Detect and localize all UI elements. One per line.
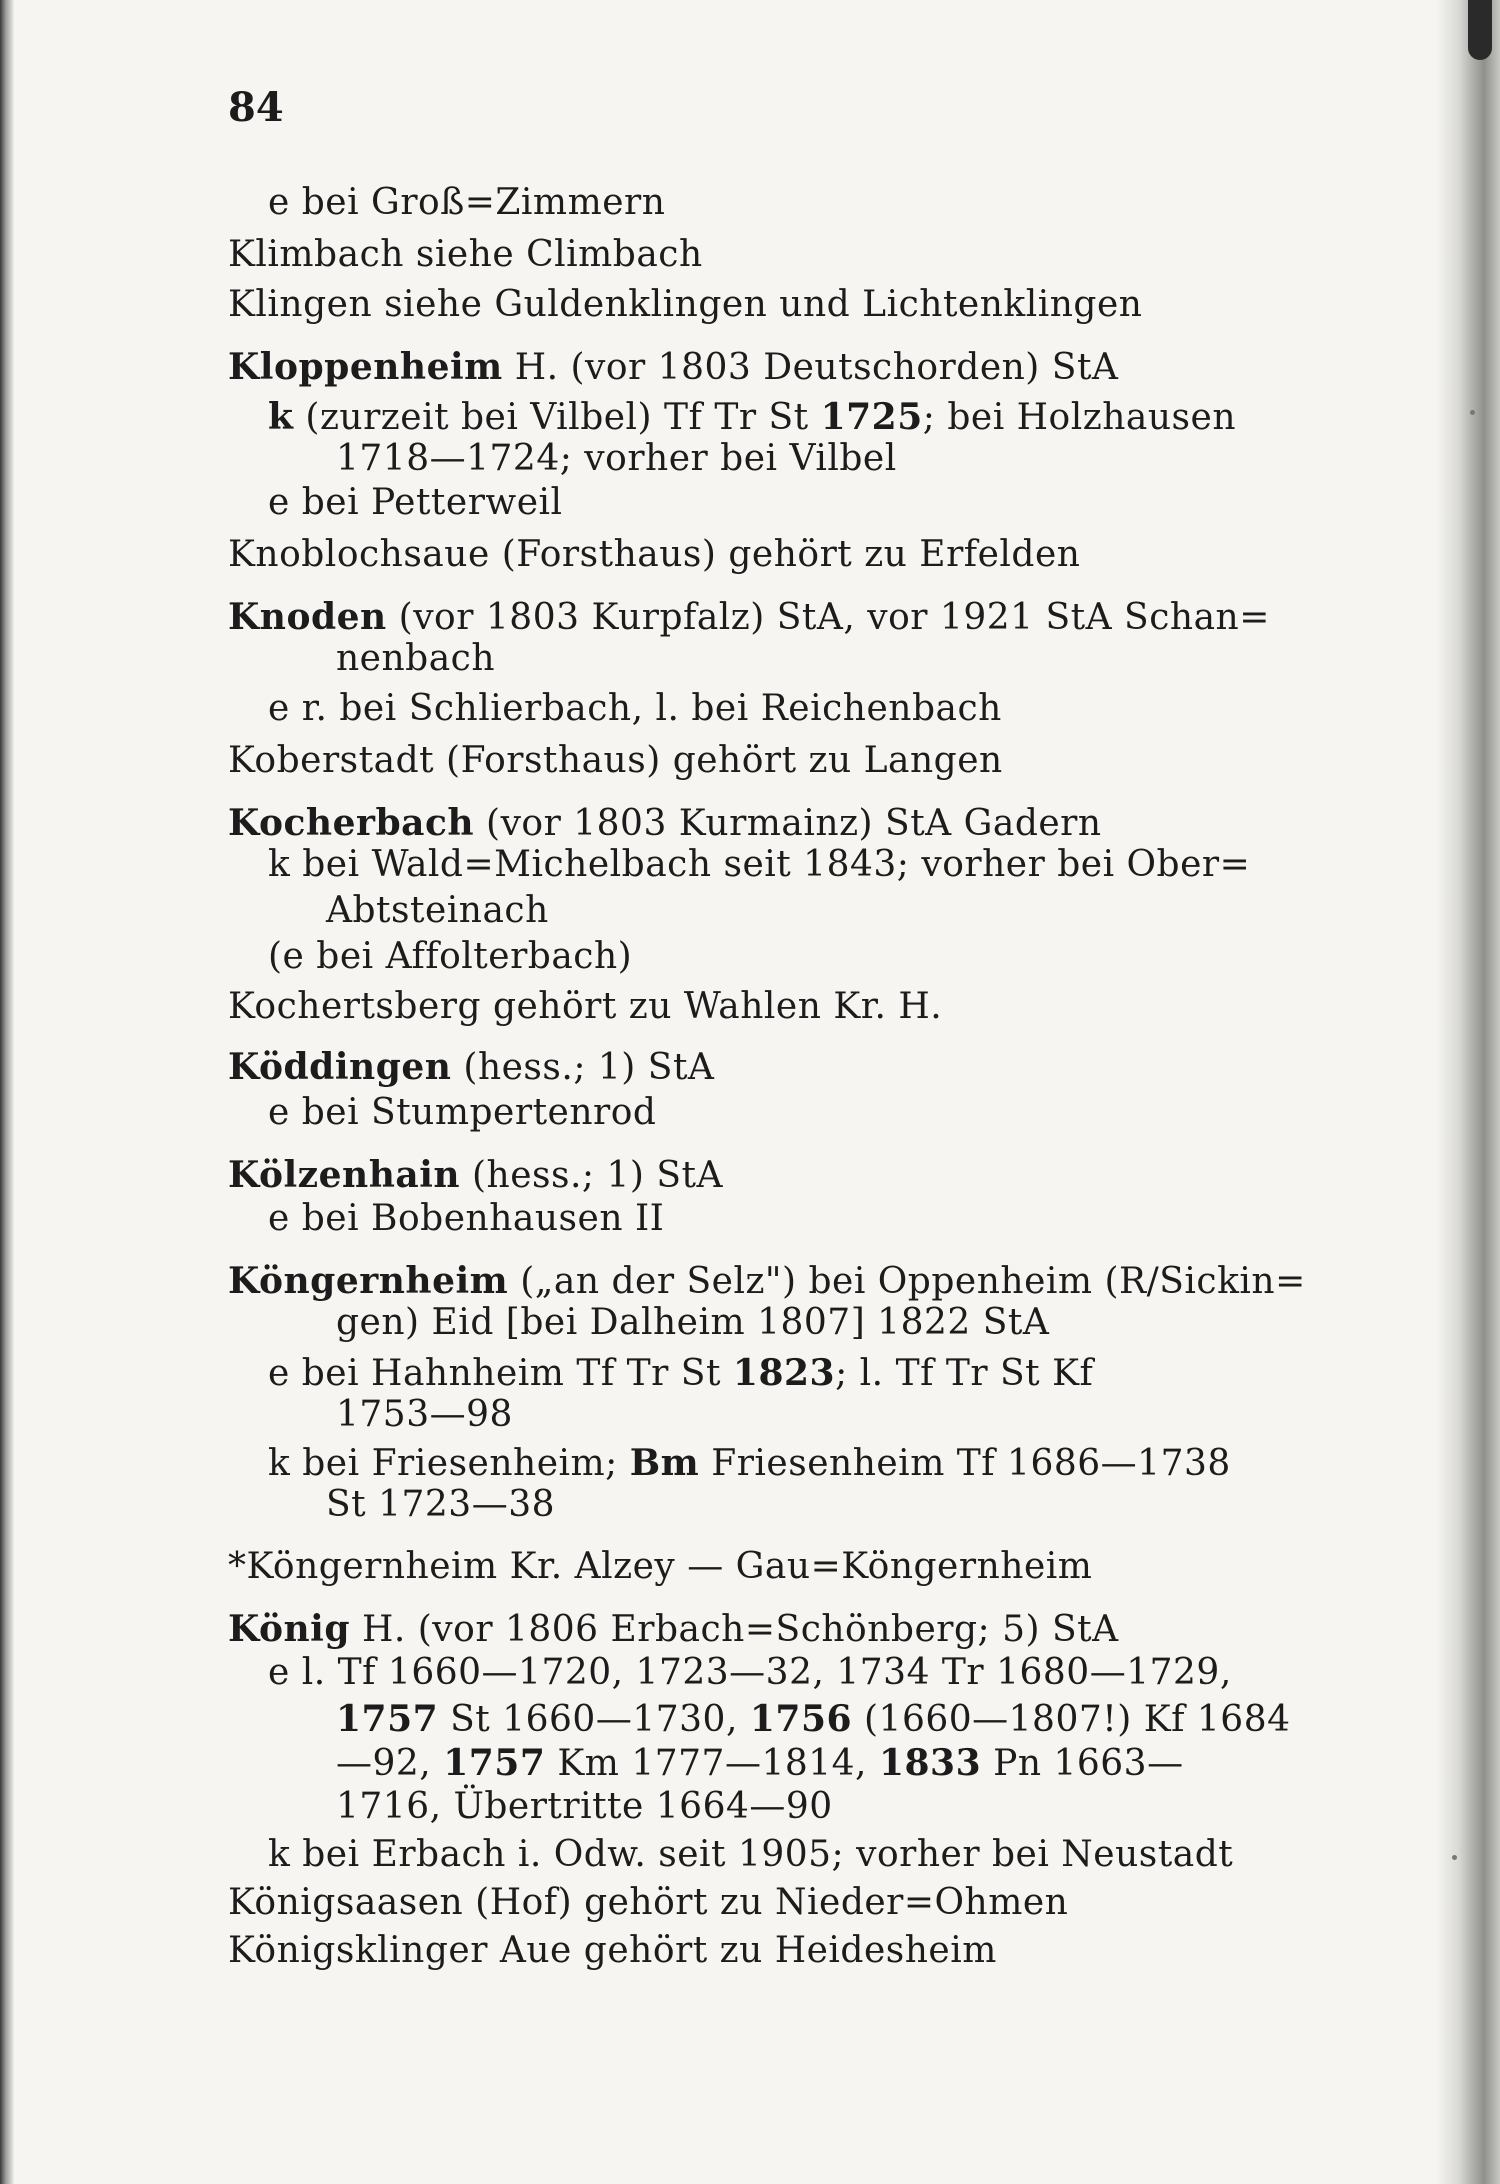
entry-line: e bei Petterweil: [268, 482, 563, 523]
entry-line: gen) Eid [bei Dalheim 1807] 1822 StA: [336, 1302, 1050, 1343]
entry-line: 1753—98: [336, 1394, 513, 1435]
entry-line: Koberstadt (Forsthaus) gehört zu Langen: [228, 740, 1003, 781]
entry-line: Klingen siehe Guldenklingen und Lichtenklingen: [228, 284, 1143, 325]
entry-line: e r. bei Schlierbach, l. bei Reichenbach: [268, 688, 1002, 729]
entry-line: Kloppenheim H. (vor 1803 Deutschorden) StA: [228, 346, 1119, 388]
entry-line: Abtsteinach: [326, 890, 549, 931]
entry-line: k bei Wald=Michelbach seit 1843; vorher bei Ober=: [268, 844, 1251, 885]
entry-line: 1716, Übertritte 1664—90: [336, 1786, 833, 1827]
entry-line: e bei Groß=Zimmern: [268, 182, 666, 223]
entry-line: e bei Bobenhausen II: [268, 1198, 665, 1239]
headword: König: [228, 1608, 351, 1650]
entry-line: Königsaasen (Hof) gehört zu Nieder=Ohmen: [228, 1882, 1069, 1923]
entry-line: Köddingen (hess.; 1) StA: [228, 1046, 715, 1088]
entry-line: (e bei Affolterbach): [268, 936, 633, 977]
entry-line: Königsklinger Aue gehört zu Heidesheim: [228, 1930, 997, 1971]
headword: Kocherbach: [228, 802, 475, 844]
entry-line: Knoblochsaue (Forsthaus) gehört zu Erfelden: [228, 534, 1081, 575]
entry-line: König H. (vor 1806 Erbach=Schönberg; 5) StA: [228, 1608, 1119, 1650]
page-edge-left: [0, 0, 14, 2184]
page-edge-right: [1436, 0, 1500, 2184]
entry-line: 1757 St 1660—1730, 1756 (1660—1807!) Kf 1684: [336, 1698, 1291, 1740]
entry-line: Kocherbach (vor 1803 Kurmainz) StA Gadern: [228, 802, 1102, 844]
speck: [1452, 1855, 1457, 1860]
entry-line: e bei Stumpertenrod: [268, 1092, 657, 1133]
entry-line: Knoden (vor 1803 Kurpfalz) StA, vor 1921 StA Schan=: [228, 596, 1270, 638]
entry-line: Kölzenhain (hess.; 1) StA: [228, 1154, 724, 1196]
entry-line: nenbach: [336, 638, 496, 679]
entry-line: k bei Erbach i. Odw. seit 1905; vorher bei Neustadt: [268, 1834, 1234, 1875]
headword: Kloppenheim: [228, 346, 503, 388]
entry-line: *Köngernheim Kr. Alzey — Gau=Köngernheim: [228, 1546, 1093, 1587]
headword: Kölzenhain: [228, 1154, 461, 1196]
entry-line: Kochertsberg gehört zu Wahlen Kr. H.: [228, 986, 943, 1027]
page-corner-shadow: [1468, 0, 1492, 60]
entry-line: St 1723—38: [326, 1484, 555, 1525]
entry-line: e l. Tf 1660—1720, 1723—32, 1734 Tr 1680—1729,: [268, 1652, 1232, 1693]
page-number: 84: [228, 84, 284, 131]
entry-line: k (zurzeit bei Vilbel) Tf Tr St 1725; bei Holzhausen: [268, 396, 1237, 438]
headword: Köngernheim: [228, 1260, 509, 1302]
entry-line: 1718—1724; vorher bei Vilbel: [336, 438, 897, 479]
headword: Köddingen: [228, 1046, 452, 1088]
entry-line: —92, 1757 Km 1777—1814, 1833 Pn 1663—: [336, 1742, 1184, 1784]
entry-line: Köngernheim („an der Selz") bei Oppenheim (R/Sickin=: [228, 1260, 1306, 1302]
speck: [1470, 410, 1475, 415]
entry-line: e bei Hahnheim Tf Tr St 1823; l. Tf Tr St Kf: [268, 1352, 1094, 1394]
entry-line: k bei Friesenheim; Bm Friesenheim Tf 1686—1738: [268, 1442, 1231, 1484]
entry-line: Klimbach siehe Climbach: [228, 234, 703, 275]
headword: Knoden: [228, 596, 387, 638]
